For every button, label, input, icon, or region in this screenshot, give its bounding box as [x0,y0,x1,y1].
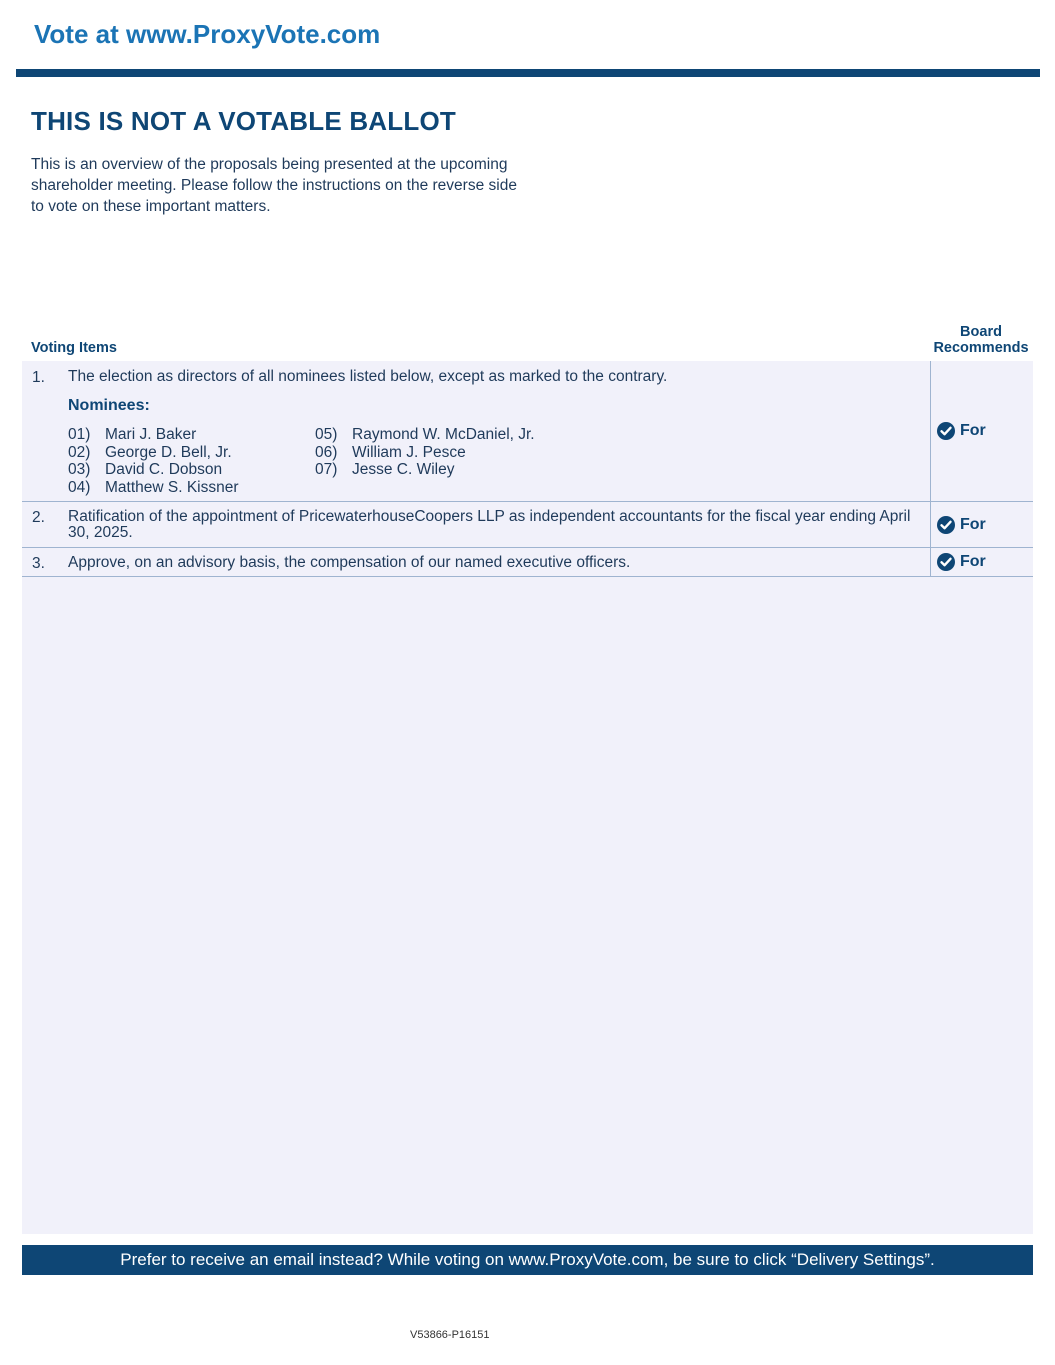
nominee-code: 03) [68,461,91,478]
item-number: 1. [32,369,45,386]
board-recommends-line1: Board [960,324,1002,340]
nominees-label: Nominees: [68,397,150,414]
nominee-code: 01) [68,426,91,443]
nominee-code: 05) [315,426,338,443]
check-circle-icon [937,516,955,534]
check-circle-icon [937,553,955,571]
board-recommends-header [930,324,1032,356]
voting-items-header: Voting Items [31,340,117,356]
nominee [315,461,535,479]
recommendation-label: For [960,516,986,533]
document-id: V53866-P16151 [410,1329,490,1341]
nominee [68,461,239,479]
recommendation-cell [930,502,1034,547]
recommendation-label: For [960,422,986,439]
item-number: 2. [32,509,45,526]
intro-paragraph: This is an overview of the proposals being presented at the upcoming shareholder meeting. Please follow the instructions on the reverse side to vote on these important matters. [31,156,517,215]
email-delivery-banner: Prefer to receive an email instead? While voting on www.ProxyVote.com, be sure to click “Delivery Settings”. [22,1245,1033,1275]
voting-item-1 [22,361,1033,502]
board-recommends-line2: Recommends [933,340,1029,356]
voting-item-2 [22,502,1033,548]
item-number: 3. [32,555,45,572]
item-text: Approve, on an advisory basis, the compensation of our named executive officers. [68,554,631,571]
nominee [315,444,535,462]
nominee-name: George D. Bell, Jr. [105,443,232,461]
vote-website-link[interactable]: Vote at www.ProxyVote.com [34,19,381,49]
header-divider [16,69,1040,77]
nominee [68,426,239,444]
nominee [68,479,239,497]
nominee-name: Raymond W. McDaniel, Jr. [352,426,535,443]
nominee-name: Mari J. Baker [105,426,197,443]
check-circle-icon [937,422,955,440]
recommendation-cell [930,548,1034,576]
nominee-name: William J. Pesce [352,443,466,461]
nominee-code: 02) [68,443,91,461]
recommendation [937,553,986,571]
nominee-code: 04) [68,478,91,496]
item-text: The election as directors of all nominees listed below, except as marked to the contrary. [68,368,668,385]
nominee-code: 06) [315,443,338,461]
nominee-name: Jesse C. Wiley [352,461,455,478]
voting-item-3 [22,548,1033,577]
item-text: Ratification of the appointment of PricewaterhouseCoopers LLP as independent accountants for the fiscal year ending April 30, 2025. [68,508,911,541]
recommendation [937,516,986,534]
recommendation [937,422,986,440]
nominee-name: David C. Dobson [105,461,223,478]
recommendation-cell [930,361,1034,501]
nominee-code: 07) [315,461,338,478]
page-title: THIS IS NOT A VOTABLE BALLOT [31,106,456,136]
nominees-column-right [315,426,535,479]
nominee [315,426,535,444]
nominee-name: Matthew S. Kissner [105,478,239,496]
recommendation-label: For [960,553,986,570]
nominee [68,444,239,462]
nominees-column-left [68,426,239,496]
